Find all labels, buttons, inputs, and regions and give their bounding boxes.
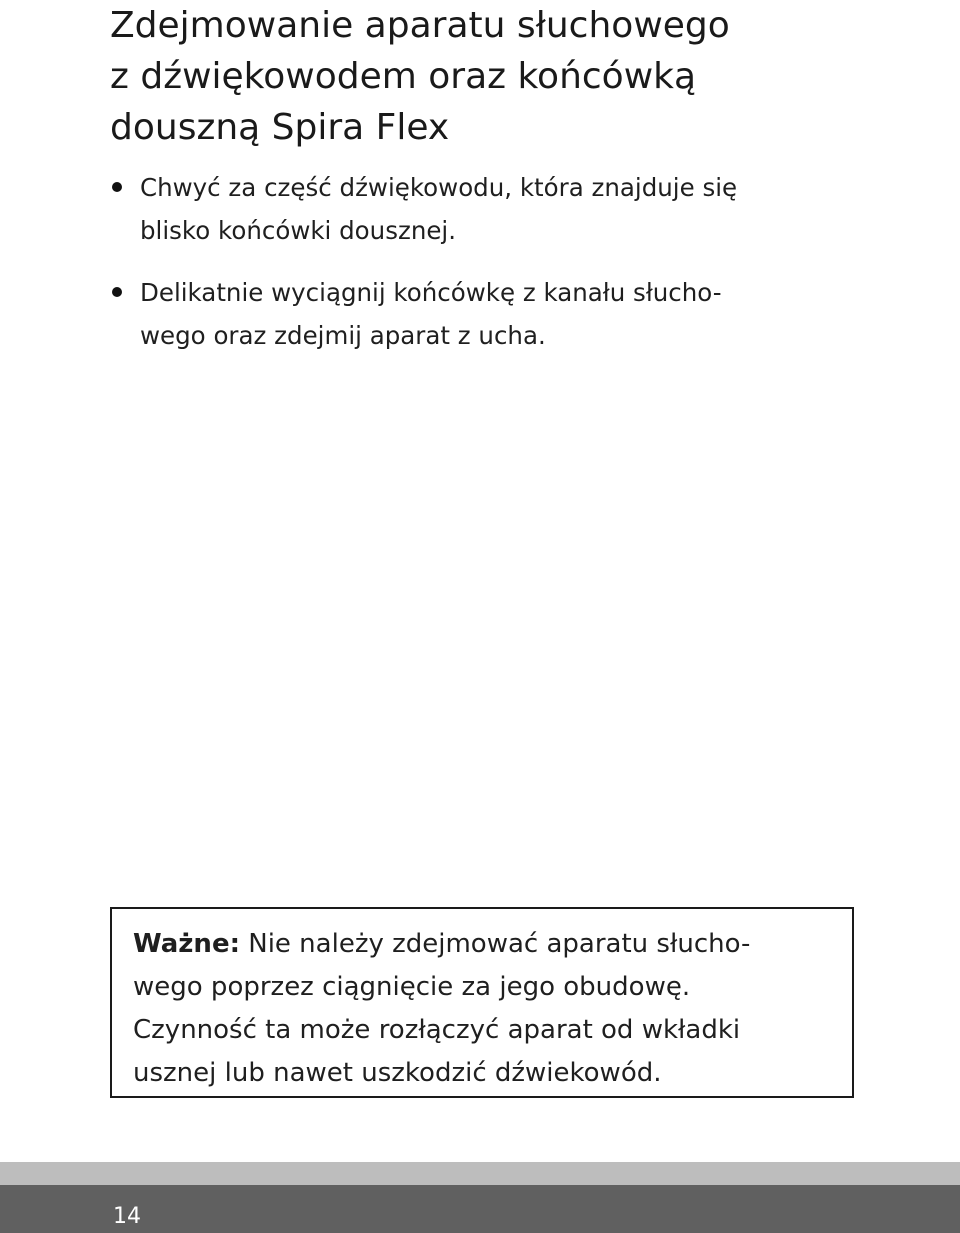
list-item-text: Chwyć za część dźwiękowodu, która znajduje się bbox=[140, 173, 738, 202]
list-item bbox=[110, 166, 870, 252]
page-number: 14 bbox=[113, 1204, 141, 1229]
title-line: Zdejmowanie aparatu słuchowego bbox=[110, 5, 730, 46]
list-item-text: wego oraz zdejmij aparat z ucha. bbox=[140, 321, 546, 350]
list-item-text: blisko końcówki dousznej. bbox=[140, 216, 457, 245]
list-item-text: Delikatnie wyciągnij końcówkę z kanału słucho- bbox=[140, 278, 722, 307]
note-text: Czynność ta może rozłączyć aparat od wkładki bbox=[133, 1015, 741, 1045]
list-item bbox=[110, 271, 870, 357]
title-line: douszną Spira Flex bbox=[110, 107, 450, 148]
footer-band-dark bbox=[0, 1185, 960, 1233]
note-text: Nie należy zdejmować aparatu słucho- bbox=[239, 929, 751, 959]
bullet-dot-icon bbox=[112, 182, 122, 192]
note-label: Ważne: bbox=[133, 929, 240, 959]
note-text: usznej lub nawet uszkodzić dźwiekowód. bbox=[133, 1058, 662, 1088]
note-text: wego poprzez ciągnięcie za jego obudowę. bbox=[133, 972, 691, 1002]
bullet-dot-icon bbox=[112, 287, 122, 297]
note-first-line bbox=[133, 923, 852, 966]
page-title bbox=[110, 0, 910, 153]
title-line: z dźwiękowodem oraz końcówką bbox=[110, 56, 697, 97]
footer-band-light bbox=[0, 1162, 960, 1185]
important-note-box bbox=[110, 907, 854, 1098]
instruction-list bbox=[110, 166, 870, 376]
